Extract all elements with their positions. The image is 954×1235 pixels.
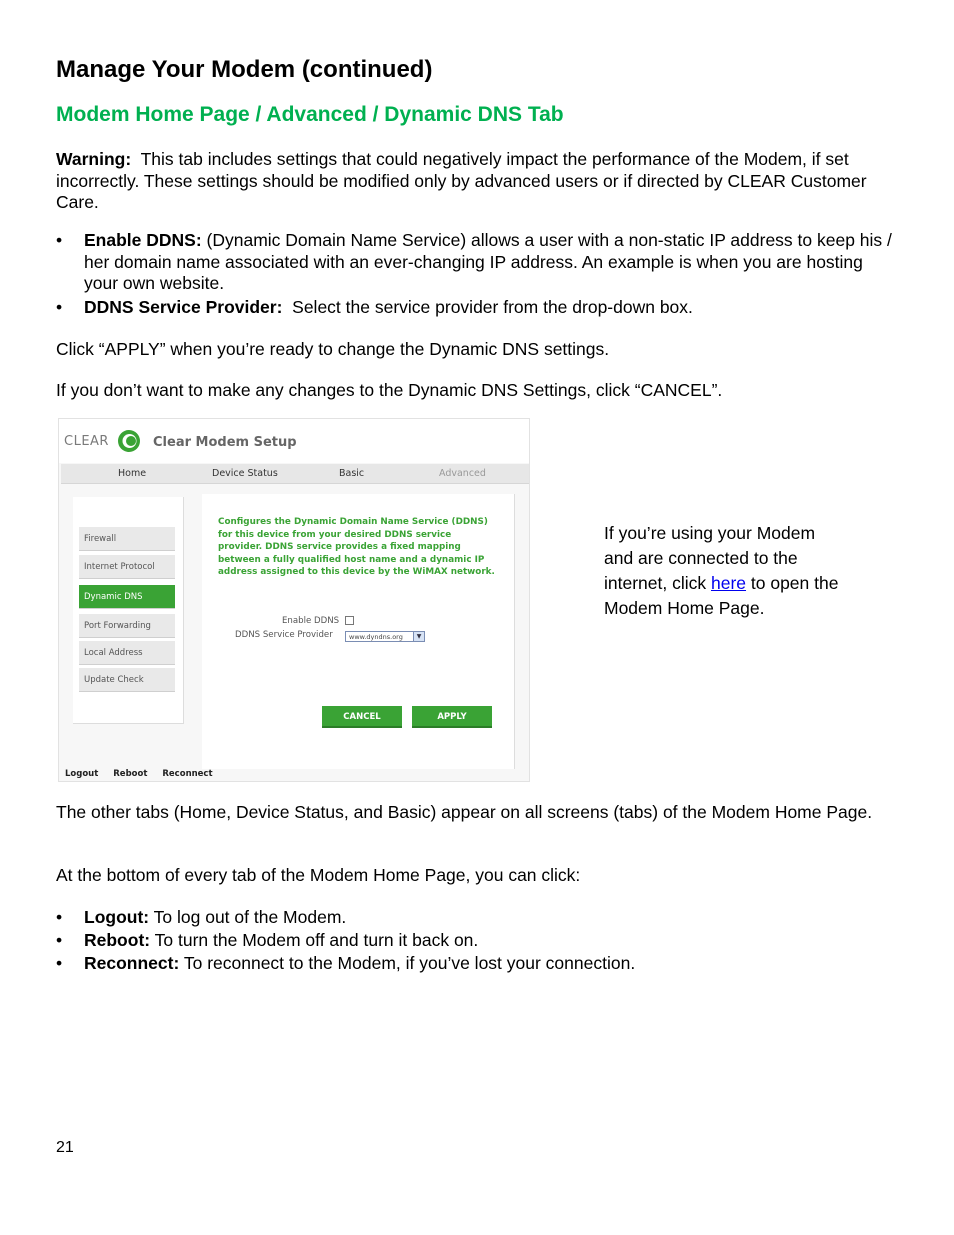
screenshot-footer-links bbox=[65, 769, 225, 779]
warning-label: Warning: bbox=[56, 149, 132, 169]
tab-advanced[interactable]: Advanced bbox=[439, 468, 486, 479]
enable-ddns-label: Enable DDNS bbox=[282, 616, 340, 626]
side-note-after: to open the Modem Home Page. bbox=[604, 573, 839, 618]
bullet-icon: • bbox=[56, 930, 63, 950]
bottom-intro: At the bottom of every tab of the Modem Home Page, you can click: bbox=[56, 865, 581, 885]
list-item bbox=[56, 952, 896, 975]
tab-device-status[interactable]: Device Status bbox=[212, 468, 278, 479]
footer-bullet-list bbox=[56, 906, 896, 975]
screenshot-nav bbox=[61, 464, 529, 484]
ddns-provider-label: DDNS Service Provider bbox=[235, 630, 333, 640]
bullet-label: DDNS Service Provider: bbox=[84, 296, 283, 317]
modem-screenshot bbox=[58, 418, 530, 782]
side-note-before: If you’re using your Modem and are connected to the internet, click bbox=[604, 523, 816, 593]
other-tabs-note: The other tabs (Home, Device Status, and Basic) appear on all screens (tabs) of the Modem Home Page. bbox=[56, 802, 873, 822]
logout-link[interactable]: Logout bbox=[65, 769, 99, 779]
reboot-link[interactable]: Reboot bbox=[113, 769, 148, 779]
bullet-label: Reconnect: bbox=[84, 953, 180, 973]
clear-logo-icon bbox=[117, 429, 141, 453]
bullet-text: To log out of the Modem. bbox=[153, 907, 347, 927]
advanced-side-menu bbox=[73, 497, 184, 724]
sidebar-item-dynamic-dns[interactable]: Dynamic DNS bbox=[79, 585, 175, 609]
list-item bbox=[56, 297, 896, 319]
ddns-description: Configures the Dynamic Domain Name Service (DDNS) for this device from your desired DDNS service provider. DDNS service provides a fixed mapping between a fully qualified host name and a dynamic IP address assigned to this device by the WiMAX network. bbox=[218, 517, 495, 577]
clear-logo-text: CLEAR bbox=[64, 434, 109, 449]
cancel-button[interactable]: CANCEL bbox=[322, 706, 402, 728]
list-item bbox=[56, 230, 896, 295]
enable-ddns-row bbox=[282, 616, 354, 626]
list-item bbox=[56, 929, 896, 952]
apply-button[interactable]: APPLY bbox=[412, 706, 492, 728]
bullet-icon: • bbox=[56, 907, 63, 927]
ddns-content-panel bbox=[202, 494, 515, 769]
bullet-text: To turn the Modem off and turn it back on. bbox=[154, 930, 479, 950]
apply-note: Click “APPLY” when you’re ready to change the Dynamic DNS settings. bbox=[56, 339, 610, 359]
sidebar-item-update-check[interactable]: Update Check bbox=[79, 668, 175, 692]
bullet-label: Enable DDNS: bbox=[84, 230, 202, 250]
warning-paragraph bbox=[56, 149, 896, 214]
sidebar-item-local-address[interactable]: Local Address bbox=[79, 641, 175, 665]
sidebar-item-internet-protocol[interactable]: Internet Protocol bbox=[79, 555, 175, 579]
screenshot-header bbox=[59, 419, 529, 463]
list-item bbox=[56, 906, 896, 929]
chevron-down-icon[interactable]: ▼ bbox=[413, 632, 424, 641]
cancel-note: If you don’t want to make any changes to the Dynamic DNS Settings, click “CANCEL”. bbox=[56, 380, 723, 400]
ddns-provider-select[interactable] bbox=[345, 631, 425, 642]
warning-text: This tab includes settings that could negatively impact the performance of the Modem, if set incorrectly. These settings should be modified only by advanced users or if directed by CLEAR Customer Care. bbox=[56, 149, 867, 212]
here-link[interactable]: here bbox=[710, 573, 747, 593]
bullet-text: To reconnect to the Modem, if you’ve lost your connection. bbox=[183, 953, 636, 973]
section-title: Modem Home Page / Advanced / Dynamic DNS Tab bbox=[56, 103, 564, 126]
ddns-provider-value: www.dyndns.org bbox=[349, 633, 403, 641]
bullet-label: Logout: bbox=[84, 907, 150, 927]
tab-basic[interactable]: Basic bbox=[339, 468, 365, 479]
bullet-text: (Dynamic Domain Name Service) allows a user with a non-static IP address to keep his / her domain name associated with an ever-changing IP address. An example is when you are hosting your own website. bbox=[84, 230, 892, 293]
bullet-text: Select the service provider from the drop-down box. bbox=[292, 296, 693, 317]
sidebar-item-firewall[interactable]: Firewall bbox=[79, 527, 175, 551]
bullet-icon: • bbox=[56, 296, 63, 317]
sidebar-item-port-forwarding[interactable]: Port Forwarding bbox=[79, 614, 175, 638]
bullet-label: Reboot: bbox=[84, 930, 151, 950]
side-note bbox=[604, 521, 844, 621]
bullet-icon: • bbox=[56, 230, 63, 250]
setup-title: Clear Modem Setup bbox=[153, 435, 297, 450]
tab-home[interactable]: Home bbox=[118, 468, 147, 479]
reconnect-link[interactable]: Reconnect bbox=[162, 769, 213, 779]
enable-ddns-checkbox[interactable] bbox=[345, 616, 354, 625]
page-title: Manage Your Modem (continued) bbox=[56, 56, 433, 83]
bullet-icon: • bbox=[56, 953, 63, 973]
settings-bullet-list bbox=[56, 230, 896, 318]
page-number: 21 bbox=[56, 1139, 74, 1156]
